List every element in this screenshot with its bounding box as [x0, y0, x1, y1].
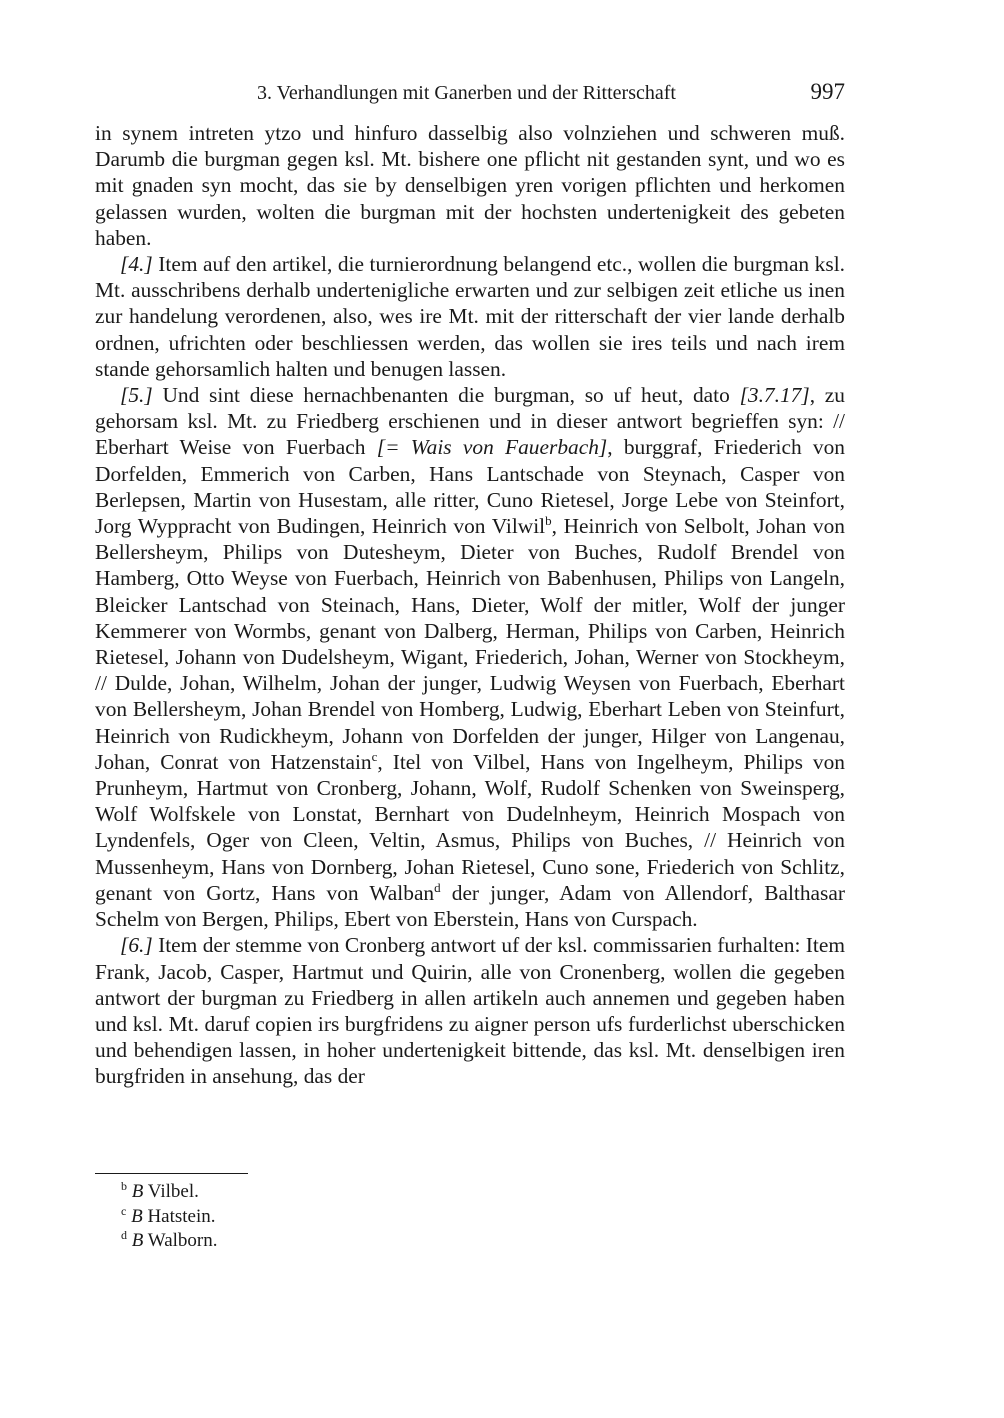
paragraph-text: der junger, Adam von Allendorf, Balthasar Schelm von Bergen, Philips, Ebert von Eberstein, Hans von Curspach.	[95, 880, 845, 932]
page-number: 997	[810, 79, 845, 104]
footnote-mark-b[interactable]: b	[545, 513, 552, 529]
witness-siglum: B	[131, 1205, 143, 1227]
footnotes	[95, 1180, 845, 1254]
section-label-5: [5.]	[120, 383, 153, 408]
date-annotation: [3.7.17]	[739, 383, 810, 408]
paragraph-text: Item der stemme von Cronberg antwort uf der ksl. commissarien furhalten: Item Frank, Jacob, Casper, Hartmut und Quirin, alle von Cronenberg, wollen die gegeben antwort der burgman zu Friedberg in allen artikeln auch annemen und gegeben haben und ksl. Mt. daruf copien irs burgfridens zu aigner person ufs furderlichst uberschicken und behendigen lassen, in hoher undertenigkeit bittende, das ksl. Mt. denselbigen iren burgfriden in ansehung, das der	[95, 933, 845, 1089]
footnote	[95, 1229, 845, 1254]
running-title: 3. Verhandlungen mit Ganerben und der Ritterschaft	[257, 82, 676, 104]
footnote-mark: d	[121, 1228, 127, 1242]
paragraph-text: , burggraf, Friederich von Dorfelden, Emmerich von Carben, Hans Lantschade von Steynach, Casper von Berlepsen, Martin von Husestam, alle ritter, Cuno Rietesel, Jorge Lebe von Steinfort, Jorg Wyppracht von Budingen, Heinrich von Vilwil	[95, 435, 845, 539]
section-label-6: [6.]	[120, 933, 153, 958]
paragraph-text: Und sint diese hernachbenanten die burgman, so uf heut, dato	[162, 383, 730, 408]
paragraph-continuation	[95, 120, 845, 251]
section-label-4: [4.]	[120, 252, 153, 277]
footnote-rule	[95, 1173, 248, 1174]
footnote-mark: c	[121, 1203, 127, 1218]
paragraph-6	[95, 932, 845, 1089]
footnote	[95, 1205, 845, 1230]
footnote-mark: b	[121, 1179, 127, 1193]
witness-siglum: B	[131, 1181, 144, 1202]
paragraph-text: Item auf den artikel, die turnierordnung belangend etc., wollen die burgman ksl. Mt. ausschribens derhalb undertenigliche erwarten und zur selbigen zeit etliche us inen zur handelung verordenen, also, wes ire Mt. mit der ritterschaft der vier lande derhalb ordnen, ufrichten oder beschliessen werden, das wollen sie ires teils und nach irem stande gehorsamlich halten und benugen lassen.	[95, 252, 845, 381]
running-header	[95, 79, 845, 109]
paragraph-4	[95, 251, 845, 382]
footnote-text: Walborn.	[147, 1230, 218, 1251]
main-text	[95, 120, 845, 1090]
paragraph-text: , zu gehorsam ksl. Mt. zu Friedberg erschienen und in dieser antwort begrieffen syn: // Eberhart Weise von Fuerbach	[95, 383, 845, 460]
footnote-text: Vilbel.	[147, 1181, 199, 1202]
paragraph-text: , Itel von Vilbel, Hans von Ingelheym, Philips von Prunheym, Hartmut von Cronberg, Johann, Wolf, Rudolf Schenken von Sweinsperg, Wolf Wolfskele von Lonstat, Bernhart von Dudelnheym, Heinrich Mospach von Lyndenfels, Oger von Cleen, Veltin, Asmus, Philips von Buches, // Heinrich von Mussenheym, Hans von Dornberg, Johan Rietesel, Cuno sone, Friederich von Schlitz, genant von Gortz, Hans von Walban	[95, 749, 845, 905]
paragraph-text: , Heinrich von Selbolt, Johan von Bellersheym, Philips von Dutesheym, Dieter von Buches, Rudolf Brendel von Hamberg, Otto Weyse von Fuerbach, Heinrich von Babenhusen, Philips von Langeln, Bleicker Lantschad von Steinach, Hans, Dieter, Wolf der mitler, Wolf der junger Kemmerer von Wormbs, genant von Dalberg, Herman, Philips von Carben, Heinrich Rietesel, Johann von Dudelsheym, Wigant, Friederich, Johan, Werner von Stockheym, // Dulde, Johan, Wilhelm, Johan der junger, Ludwig Weysen von Fuerbach, Eberhart von Bellersheym, Johan Brendel von Homberg, Ludwig, Eberhart Leben von Steinfurt, Heinrich von Rudickheym, Johann von Dorfelden der junger, Hilger von Langenau, Johan, Conrat von Hatzenstain	[95, 514, 845, 774]
footnote	[95, 1180, 845, 1205]
footnote-mark-d[interactable]: d	[434, 879, 441, 895]
footnote-mark-c[interactable]: c	[371, 748, 378, 764]
paragraph-text: in synem intreten ytzo und hinfuro dasselbig also volnziehen und schweren muß. Darumb die burgman gegen ksl. Mt. bishere one pflicht nit gestanden synt, und wo es mit gnaden syn mocht, das sie by denselbigen yren vorigen pflichten und herkomen gelassen wurden, wolten die burgman mit der hochsten undertenigkeit des gebeten haben.	[95, 121, 845, 250]
witness-siglum: B	[131, 1230, 144, 1251]
paragraph-5	[95, 382, 845, 932]
footnote-text: Hatstein.	[147, 1205, 216, 1227]
editorial-note: [= Wais von Fauerbach]	[376, 435, 608, 460]
